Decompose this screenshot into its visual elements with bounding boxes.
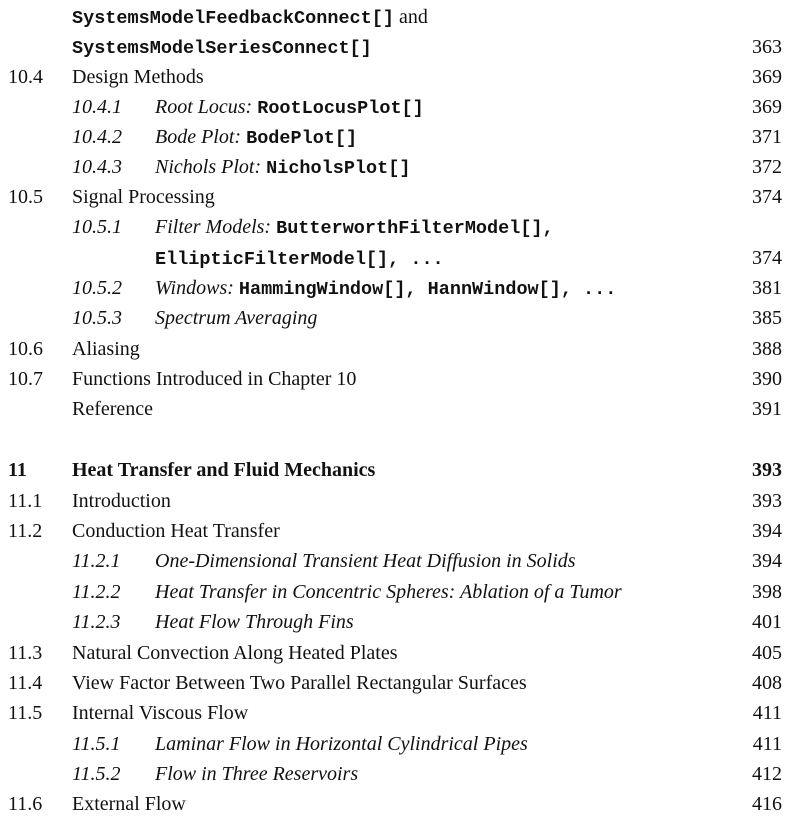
toc-page-number: 416 (752, 793, 782, 815)
toc-page-number: 385 (752, 307, 782, 329)
title-text: Root Locus: (155, 96, 258, 118)
toc-page-number: 408 (752, 672, 782, 694)
toc-entry-number: 11.5 (8, 702, 43, 724)
toc-entry-title (155, 152, 410, 184)
title-text: Aliasing (72, 338, 140, 360)
toc-page-number: 411 (752, 702, 782, 724)
toc-section-entry[interactable] (0, 334, 790, 364)
toc-subsection-entry[interactable] (0, 759, 790, 789)
toc-entry-title (155, 759, 358, 789)
title-text: Reference (72, 398, 154, 420)
toc-entry-number: 11.2.1 (72, 550, 121, 572)
title-text: External Flow (72, 793, 186, 815)
toc-entry-number: 10.5.3 (72, 307, 122, 329)
title-text: Spectrum Averaging (155, 307, 318, 329)
title-text: Heat Transfer and Fluid Mechanics (72, 459, 376, 481)
toc-entry-number: 11.2.3 (72, 611, 121, 633)
toc-page-number: 405 (752, 642, 782, 664)
toc-entry-number: 10.4.1 (72, 96, 122, 118)
toc-entry-number: 11 (8, 459, 27, 481)
toc-entry-title (72, 789, 186, 819)
toc-section-entry[interactable] (0, 364, 790, 394)
title-text: Natural Convection Along Heated Plates (72, 642, 398, 664)
title-text: Internal Viscous Flow (72, 702, 249, 724)
code-identifier: NicholsPlot[] (266, 158, 411, 179)
title-text: Windows: (155, 277, 239, 299)
toc-subsection-entry[interactable] (0, 729, 790, 759)
toc-entry-title (72, 698, 248, 728)
toc-entry-number: 10.4 (8, 66, 43, 88)
code-identifier: ButterworthFilterModel[], (276, 218, 554, 239)
toc-entry-number: 11.6 (8, 793, 43, 815)
toc-page-number: 374 (752, 247, 782, 269)
title-text: Flow in Three Reservoirs (155, 763, 359, 785)
toc-entry-title (72, 638, 397, 668)
toc-page-number: 394 (752, 550, 782, 572)
toc-entry-number: 11.4 (8, 672, 43, 694)
toc-entry-title (155, 122, 357, 154)
toc-page-number: 381 (752, 277, 782, 299)
title-text: Functions Introduced in Chapter 10 (72, 368, 357, 390)
toc-subsection-entry[interactable] (0, 607, 790, 637)
toc-subsection-entry[interactable] (0, 546, 790, 576)
toc-continuation-line[interactable] (0, 243, 790, 273)
title-text: Design Methods (72, 66, 204, 88)
toc-page-number: 390 (752, 368, 782, 390)
toc-continuation-line[interactable] (0, 2, 790, 32)
code-identifier: BodePlot[] (246, 128, 358, 149)
toc-entry-title (155, 92, 424, 124)
toc-entry-title (155, 607, 354, 637)
code-identifier: HammingWindow[], HannWindow[], ... (238, 279, 617, 300)
toc-entry-number: 11.1 (8, 490, 43, 512)
title-text: Conduction Heat Transfer (72, 520, 280, 542)
toc-entry-number: 11.5.2 (72, 763, 121, 785)
toc-section-entry[interactable] (0, 394, 790, 424)
toc-entry-title (72, 364, 356, 394)
toc-section-entry[interactable] (0, 668, 790, 698)
toc-page-number: 363 (752, 36, 782, 58)
toc-page-number: 394 (752, 520, 782, 542)
toc-entry-title (155, 577, 622, 607)
code-identifier: SystemsModelFeedbackConnect[] (72, 8, 394, 29)
toc-entry-title (72, 182, 215, 212)
toc-page-number: 411 (752, 733, 782, 755)
toc-entry-title (155, 212, 554, 244)
toc-subsection-entry[interactable] (0, 122, 790, 152)
toc-entry-title (155, 729, 528, 759)
toc-page-number: 401 (752, 611, 782, 633)
toc-entry-title (155, 273, 616, 305)
toc-section-entry[interactable] (0, 182, 790, 212)
toc-entry-number: 10.5.2 (72, 277, 122, 299)
toc-entry-title (72, 334, 140, 364)
toc-subsection-entry[interactable] (0, 152, 790, 182)
toc-section-entry[interactable] (0, 698, 790, 728)
toc-entry-title (72, 516, 280, 546)
toc-section-entry[interactable] (0, 62, 790, 92)
title-text: and (393, 6, 428, 28)
toc-entry-number: 10.6 (8, 338, 43, 360)
title-text: Laminar Flow in Horizontal Cylindrical Pipes (155, 733, 528, 755)
toc-page-number: 388 (752, 338, 782, 360)
toc-entry-number: 10.5.1 (72, 216, 122, 238)
title-text: Nichols Plot: (155, 156, 267, 178)
toc-section-entry[interactable] (0, 638, 790, 668)
toc-page-number: 412 (752, 763, 782, 785)
toc-entry-number: 11.5.1 (72, 733, 121, 755)
toc-page-number: 369 (752, 66, 782, 88)
code-identifier: EllipticFilterModel[], ... (155, 249, 444, 270)
toc-entry-title (155, 546, 576, 576)
toc-subsection-entry[interactable] (0, 212, 790, 242)
title-text: Introduction (72, 490, 171, 512)
toc-entry-number: 11.3 (8, 642, 43, 664)
toc-page-number: 372 (752, 156, 782, 178)
toc-subsection-entry[interactable] (0, 273, 790, 303)
toc-page-number: 393 (752, 490, 782, 512)
code-identifier: RootLocusPlot[] (257, 98, 424, 119)
toc-entry-number: 10.7 (8, 368, 43, 390)
toc-entry-title (155, 243, 444, 275)
toc-entry-number: 10.4.3 (72, 156, 122, 178)
toc-page-number: 398 (752, 581, 782, 603)
toc-section-entry[interactable] (0, 789, 790, 819)
title-text: Bode Plot: (155, 126, 247, 148)
toc-subsection-entry[interactable] (0, 303, 790, 333)
toc-entry-title (72, 394, 153, 424)
toc-subsection-entry[interactable] (0, 577, 790, 607)
toc-entry-number: 11.2 (8, 520, 43, 542)
toc-page-number: 369 (752, 96, 782, 118)
title-text: One-Dimensional Transient Heat Diffusion in Solids (155, 550, 576, 572)
toc-entry-title (72, 455, 375, 485)
toc-page-number: 393 (752, 459, 782, 481)
code-identifier: SystemsModelSeriesConnect[] (72, 38, 372, 59)
title-text: Heat Transfer in Concentric Spheres: Ablation of a Tumor (155, 581, 622, 603)
toc-continuation-line[interactable] (0, 32, 790, 62)
toc-entry-title (72, 62, 204, 92)
toc-page-number: 391 (752, 398, 782, 420)
toc-entry-number: 10.4.2 (72, 126, 122, 148)
title-text: Filter Models: (155, 216, 277, 238)
toc-page-number: 371 (752, 126, 782, 148)
toc-entry-number: 11.2.2 (72, 581, 121, 603)
toc-chapter-entry[interactable] (0, 455, 790, 485)
title-text: Signal Processing (72, 186, 215, 208)
toc-section-entry[interactable] (0, 516, 790, 546)
title-text: Heat Flow Through Fins (155, 611, 354, 633)
toc-entry-title (72, 486, 171, 516)
toc-entry-number: 10.5 (8, 186, 43, 208)
toc-entry-title (72, 2, 428, 34)
toc-subsection-entry[interactable] (0, 92, 790, 122)
title-text: View Factor Between Two Parallel Rectangular Surfaces (72, 672, 527, 694)
toc-entry-title (72, 32, 372, 64)
toc-page-number: 374 (752, 186, 782, 208)
toc-entry-title (155, 303, 317, 333)
toc-entry-title (72, 668, 527, 698)
toc-section-entry[interactable] (0, 486, 790, 516)
